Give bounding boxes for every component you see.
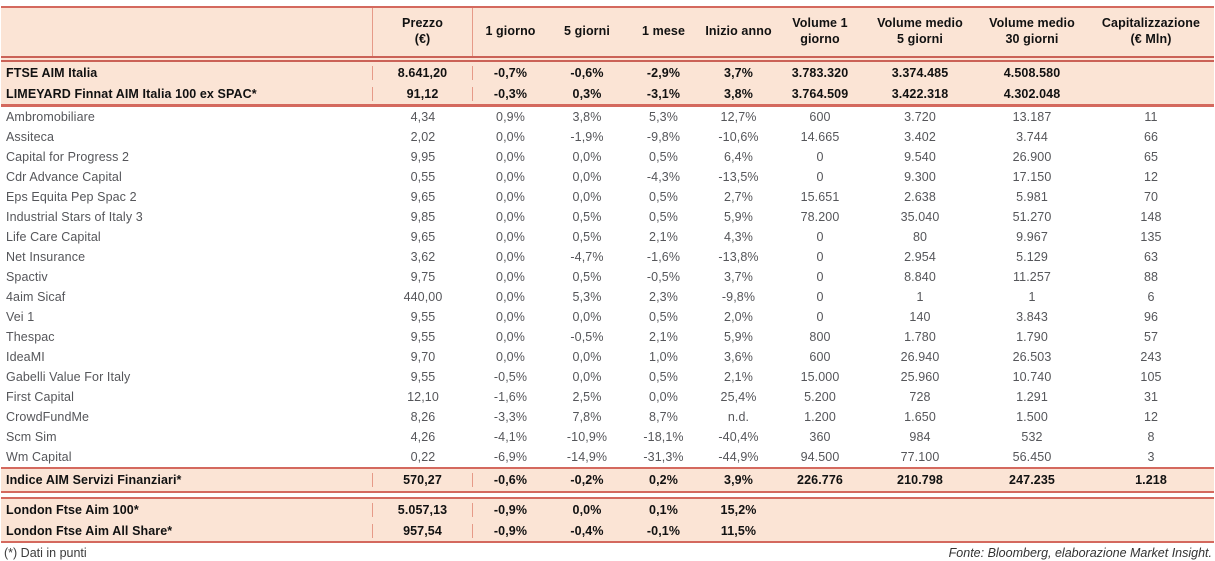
table-row <box>1 287 1214 307</box>
row-value: 360 <box>809 430 831 444</box>
row-value: -3,3% <box>493 410 528 424</box>
row-value: -0,3% <box>493 86 528 101</box>
row-value: 2,1% <box>649 230 678 244</box>
row-value: 0,0% <box>496 330 525 344</box>
row-value: 25.960 <box>900 370 940 384</box>
row-value: -1,6% <box>646 250 681 264</box>
row-value: 8 <box>1147 430 1155 444</box>
column-header: Volume 1 giorno <box>792 16 848 46</box>
row-value: -4,3% <box>646 170 681 184</box>
row-value: -0,7% <box>493 65 528 80</box>
row-value: 1.291 <box>1016 390 1048 404</box>
row-value: 0 <box>816 150 824 164</box>
row-value: 26.900 <box>1012 150 1052 164</box>
row-value: 9,65 <box>410 230 436 244</box>
row-value: 0,3% <box>572 86 602 101</box>
row-value: 2,1% <box>724 370 753 384</box>
source-note: Fonte: Bloomberg, elaborazione Market Insight. <box>948 546 1212 560</box>
row-value: 17.150 <box>1012 170 1052 184</box>
column-header: Inizio anno <box>705 24 772 39</box>
row-value: 31 <box>1143 390 1159 404</box>
row-value: 3.783.320 <box>791 65 849 80</box>
row-value: 0 <box>816 170 824 184</box>
row-value: 35.040 <box>900 210 940 224</box>
row-value: -2,9% <box>646 65 681 80</box>
row-value: 12,10 <box>407 390 439 404</box>
row-name: FTSE AIM Italia <box>1 66 373 80</box>
row-value: 2,7% <box>724 190 753 204</box>
row-value: 0 <box>816 230 824 244</box>
row-value: 3.422.318 <box>891 86 949 101</box>
row-value: 210.798 <box>897 473 943 487</box>
table-row <box>1 367 1214 387</box>
row-value: 5,3% <box>649 110 678 124</box>
row-value: 0,0% <box>572 170 602 184</box>
row-value: 105 <box>1140 370 1162 384</box>
row-value: 2,02 <box>410 130 436 144</box>
row-value: 25,4% <box>720 390 757 404</box>
table-row <box>1 207 1214 227</box>
row-value: 0,5% <box>649 210 678 224</box>
row-value: 0,5% <box>649 370 678 384</box>
row-name: Eps Equita Pep Spac 2 <box>6 190 137 204</box>
row-value: 51.270 <box>1012 210 1052 224</box>
row-value: 1.780 <box>904 330 936 344</box>
row-value: 78.200 <box>800 210 840 224</box>
row-value: 0,0% <box>572 150 602 164</box>
row-value: 4,3% <box>724 230 753 244</box>
column-header: Volume medio 5 giorni <box>877 16 963 46</box>
row-value: 0,1% <box>649 502 678 517</box>
row-value: 0 <box>816 290 824 304</box>
london-indices-section <box>1 497 1214 543</box>
row-name: Vei 1 <box>6 310 35 324</box>
row-value: 9.967 <box>1016 230 1048 244</box>
row-value: -4,1% <box>493 430 528 444</box>
row-value: 0,0% <box>496 150 525 164</box>
row-value: 6 <box>1147 290 1155 304</box>
row-value: 8,26 <box>410 410 436 424</box>
row-value: -40,4% <box>718 430 759 444</box>
row-value: 2,5% <box>572 390 602 404</box>
row-value: 0,5% <box>572 270 602 284</box>
row-name: Ambromobiliare <box>6 110 95 124</box>
row-value: 12,7% <box>720 110 757 124</box>
row-value: 0 <box>816 250 824 264</box>
row-value: 728 <box>909 390 931 404</box>
table-row <box>1 327 1214 347</box>
row-value: 1.218 <box>1135 473 1167 487</box>
row-value: 9,55 <box>410 310 436 324</box>
table-row <box>1 447 1214 467</box>
row-value: 9,85 <box>410 210 436 224</box>
row-value: 0,55 <box>410 170 436 184</box>
row-value: 8,7% <box>649 410 678 424</box>
column-header: 1 giorno <box>485 24 536 39</box>
row-value: 0,0% <box>496 190 525 204</box>
row-name: Capital for Progress 2 <box>6 150 130 164</box>
stock-rows-section <box>1 107 1214 469</box>
row-value: -0,9% <box>493 523 528 538</box>
row-name: Indice AIM Servizi Finanziari* <box>1 473 373 487</box>
table-row <box>1 167 1214 187</box>
row-value: -0,2% <box>570 473 604 487</box>
row-value: -9,8% <box>721 290 756 304</box>
row-value: -0,9% <box>493 502 528 517</box>
row-value: 11,5% <box>720 523 757 538</box>
row-value: 140 <box>909 310 931 324</box>
row-name: Assiteca <box>6 130 55 144</box>
row-name: London Ftse Aim All Share* <box>1 524 373 538</box>
row-value: 26.940 <box>900 350 940 364</box>
row-value: -13,5% <box>718 170 759 184</box>
row-value: 5.981 <box>1016 190 1048 204</box>
row-value: 14.665 <box>800 130 840 144</box>
row-value: 12 <box>1143 410 1159 424</box>
row-value: 9.300 <box>904 170 936 184</box>
row-value: 6,4% <box>724 150 753 164</box>
row-name: London Ftse Aim 100* <box>1 503 373 517</box>
row-value: 0 <box>816 270 824 284</box>
row-name: First Capital <box>6 390 74 404</box>
row-value: 600 <box>809 350 831 364</box>
row-value: -1,6% <box>493 390 528 404</box>
row-value: 957,54 <box>373 524 473 538</box>
row-value: 1.500 <box>1016 410 1048 424</box>
row-value: -0,5% <box>646 270 681 284</box>
row-name: Cdr Advance Capital <box>6 170 122 184</box>
row-value: 5.057,13 <box>373 503 473 517</box>
row-value: 0,0% <box>496 310 525 324</box>
table-row <box>1 62 1214 83</box>
footnote-dati-in-punti: (*) Dati in punti <box>4 546 87 560</box>
row-value: 532 <box>1021 430 1043 444</box>
column-header: Volume medio 30 giorni <box>989 16 1075 46</box>
row-value: 2,1% <box>649 330 678 344</box>
row-value: 0,0% <box>496 170 525 184</box>
row-value: -0,6% <box>493 473 528 487</box>
column-header-empty <box>1 8 373 56</box>
row-value: 66 <box>1143 130 1159 144</box>
row-value: 1 <box>916 290 924 304</box>
row-value: 0,5% <box>572 230 602 244</box>
column-header: Prezzo (€) <box>373 8 473 56</box>
row-value: -6,9% <box>493 450 528 464</box>
row-value: -10,9% <box>566 430 608 444</box>
row-value: 1 <box>1028 290 1036 304</box>
row-value: 0,5% <box>649 190 678 204</box>
row-value: -10,6% <box>718 130 759 144</box>
row-value: 0,5% <box>572 210 602 224</box>
row-value: -13,8% <box>718 250 759 264</box>
row-value: 0,0% <box>572 502 602 517</box>
row-value: -1,9% <box>570 130 604 144</box>
row-value: -0,6% <box>570 65 604 80</box>
table-row <box>1 147 1214 167</box>
row-value: 0,0% <box>496 250 525 264</box>
table-footer <box>1 543 1214 560</box>
table-row <box>1 247 1214 267</box>
row-value: 91,12 <box>373 87 473 101</box>
table-row <box>1 227 1214 247</box>
row-value: 65 <box>1143 150 1159 164</box>
row-value: -18,1% <box>643 430 684 444</box>
row-value: -44,9% <box>718 450 759 464</box>
row-name: Scm Sim <box>6 430 57 444</box>
row-value: 3.374.485 <box>891 65 949 80</box>
row-value: 3,6% <box>724 350 753 364</box>
table-row <box>1 469 1214 491</box>
row-value: 0,5% <box>649 310 678 324</box>
row-value: 80 <box>912 230 928 244</box>
table-row <box>1 427 1214 447</box>
row-value: 1.200 <box>804 410 836 424</box>
row-value: 0,0% <box>496 270 525 284</box>
row-value: 3.764.509 <box>791 86 849 101</box>
row-name: Net Insurance <box>6 250 86 264</box>
row-value: 3,7% <box>724 270 753 284</box>
row-value: 9,95 <box>410 150 436 164</box>
row-value: 3.402 <box>904 130 936 144</box>
row-value: 77.100 <box>900 450 940 464</box>
row-value: 0,9% <box>496 110 525 124</box>
table-row <box>1 127 1214 147</box>
row-name: Spactiv <box>6 270 48 284</box>
table-row <box>1 520 1214 541</box>
row-value: 10.740 <box>1012 370 1052 384</box>
row-value: 984 <box>909 430 931 444</box>
row-value: 0,0% <box>496 210 525 224</box>
row-value: 226.776 <box>797 473 843 487</box>
row-value: 0,5% <box>649 150 678 164</box>
table-row <box>1 107 1214 127</box>
row-value: 3 <box>1147 450 1155 464</box>
row-value: 15.651 <box>800 190 840 204</box>
row-value: 5,9% <box>724 330 753 344</box>
row-value: -14,9% <box>566 450 608 464</box>
row-value: 94.500 <box>800 450 840 464</box>
row-value: 2,0% <box>724 310 753 324</box>
row-value: 600 <box>809 110 831 124</box>
row-value: 2.638 <box>904 190 936 204</box>
row-value: -0,4% <box>570 523 604 538</box>
column-header: 5 giorni <box>564 24 610 39</box>
servizi-finanziari-section <box>1 469 1214 493</box>
row-value: -31,3% <box>643 450 684 464</box>
row-name: Industrial Stars of Italy 3 <box>6 210 143 224</box>
row-value: 2,3% <box>649 290 678 304</box>
row-value: 3.720 <box>904 110 936 124</box>
row-value: n.d. <box>727 410 750 424</box>
row-value: 800 <box>809 330 831 344</box>
row-value: 5,3% <box>572 290 602 304</box>
row-value: 0,0% <box>496 290 525 304</box>
row-value: 0,0% <box>572 350 602 364</box>
row-value: 9,65 <box>410 190 436 204</box>
row-value: 7,8% <box>572 410 602 424</box>
aim-italia-market-table <box>1 6 1214 543</box>
row-value: 9,55 <box>410 330 436 344</box>
row-value: 4,26 <box>410 430 436 444</box>
row-value: 3,9% <box>724 473 753 487</box>
row-value: 63 <box>1143 250 1159 264</box>
row-name: IdeaMI <box>6 350 45 364</box>
table-row <box>1 267 1214 287</box>
row-value: 96 <box>1143 310 1159 324</box>
row-value: 12 <box>1143 170 1159 184</box>
row-value: 0 <box>816 310 824 324</box>
row-value: 9,75 <box>410 270 436 284</box>
row-value: 3,62 <box>410 250 436 264</box>
row-value: 5.200 <box>804 390 836 404</box>
row-name: Gabelli Value For Italy <box>6 370 131 384</box>
row-value: -9,8% <box>646 130 681 144</box>
row-value: 1,0% <box>649 350 678 364</box>
row-value: 3,8% <box>572 110 602 124</box>
row-value: 0,0% <box>572 190 602 204</box>
row-name: CrowdFundMe <box>6 410 90 424</box>
row-value: 4,34 <box>410 110 436 124</box>
row-value: 3,7% <box>724 65 753 80</box>
row-value: -0,1% <box>646 523 681 538</box>
row-value: 0,0% <box>496 350 525 364</box>
row-value: 70 <box>1143 190 1159 204</box>
row-value: 4.302.048 <box>1003 86 1061 101</box>
row-value: 440,00 <box>403 290 443 304</box>
table-row <box>1 83 1214 104</box>
row-value: 0,2% <box>649 473 678 487</box>
row-value: 0,0% <box>572 310 602 324</box>
table-row <box>1 407 1214 427</box>
row-name: 4aim Sicaf <box>6 290 66 304</box>
row-value: 1.790 <box>1016 330 1048 344</box>
row-value: 15.000 <box>800 370 840 384</box>
row-value: 3,8% <box>724 86 753 101</box>
row-value: 243 <box>1140 350 1162 364</box>
row-value: 56.450 <box>1012 450 1052 464</box>
row-name: Life Care Capital <box>6 230 101 244</box>
row-value: 2.954 <box>904 250 936 264</box>
row-value: 8.840 <box>904 270 936 284</box>
row-value: 8.641,20 <box>373 66 473 80</box>
row-value: 0,0% <box>572 370 602 384</box>
row-value: 0,0% <box>496 230 525 244</box>
row-value: 88 <box>1143 270 1159 284</box>
column-header: 1 mese <box>642 24 685 39</box>
row-value: 4.508.580 <box>1003 65 1061 80</box>
column-header: Capitalizzazione (€ Mln) <box>1101 16 1201 46</box>
row-value: 570,27 <box>373 473 473 487</box>
row-value: 135 <box>1140 230 1162 244</box>
row-value: 0,22 <box>410 450 436 464</box>
row-value: -4,7% <box>570 250 604 264</box>
row-value: 13.187 <box>1012 110 1052 124</box>
row-value: 0,0% <box>649 390 678 404</box>
table-row <box>1 347 1214 367</box>
row-value: 1.650 <box>904 410 936 424</box>
row-value: 247.235 <box>1009 473 1055 487</box>
row-value: 57 <box>1143 330 1159 344</box>
table-row <box>1 307 1214 327</box>
row-value: -0,5% <box>570 330 604 344</box>
row-value: 11.257 <box>1013 270 1051 284</box>
row-value: -3,1% <box>646 86 681 101</box>
table-row <box>1 387 1214 407</box>
row-value: 3.843 <box>1016 310 1048 324</box>
table-row <box>1 499 1214 520</box>
row-value: 0,0% <box>496 130 525 144</box>
row-name: LIMEYARD Finnat AIM Italia 100 ex SPAC* <box>1 87 373 101</box>
row-value: 26.503 <box>1012 350 1052 364</box>
row-name: Wm Capital <box>6 450 72 464</box>
row-value: 9,70 <box>410 350 436 364</box>
row-value: 148 <box>1140 210 1162 224</box>
row-name: Thespac <box>6 330 55 344</box>
row-value: 15,2% <box>720 502 757 517</box>
index-rows-section <box>1 62 1214 107</box>
row-value: 9,55 <box>410 370 436 384</box>
row-value: 11 <box>1144 110 1158 124</box>
table-row <box>1 187 1214 207</box>
row-value: 3.744 <box>1016 130 1048 144</box>
row-value: 5,9% <box>724 210 753 224</box>
table-header-row <box>1 6 1214 62</box>
row-value: -0,5% <box>493 370 528 384</box>
row-value: 9.540 <box>904 150 936 164</box>
row-value: 5.129 <box>1016 250 1048 264</box>
